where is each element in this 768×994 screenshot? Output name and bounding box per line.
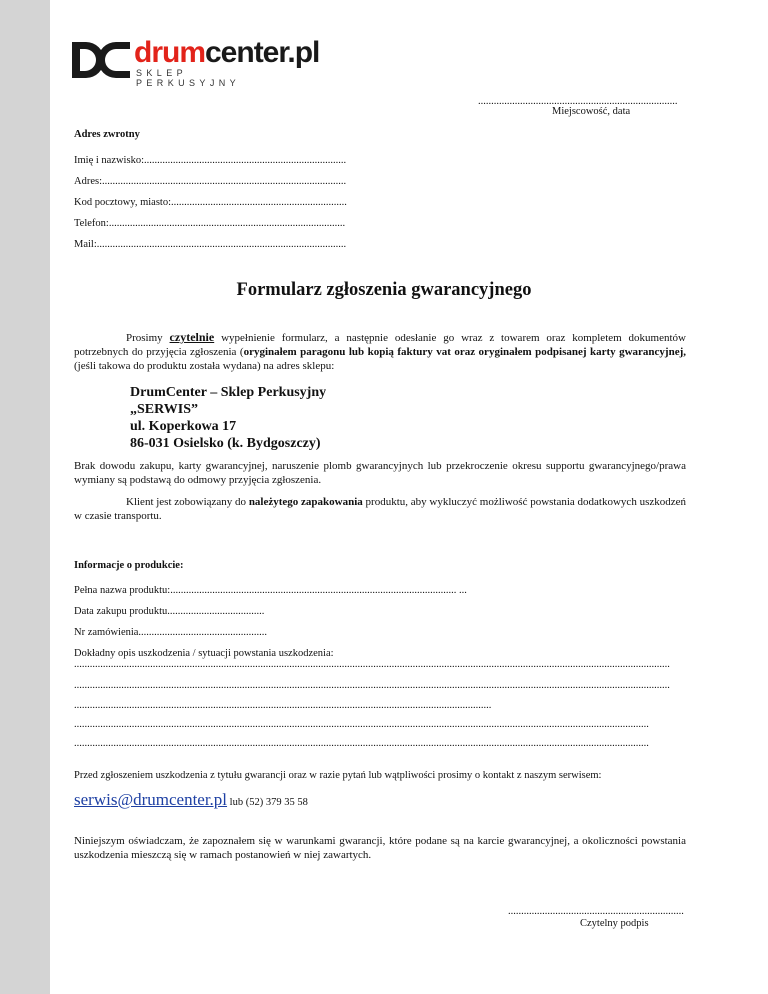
product-name-field[interactable]: Pełna nazwa produktu:............................................................................................................. ... [74, 585, 467, 596]
product-info-heading: Informacje o produkcie: [74, 560, 184, 571]
shop-address-line: ul. Koperkowa 17 [130, 419, 237, 434]
damage-description-label: Dokładny opis uszkodzenia / sytuacji powstania uszkodzenia: [74, 648, 334, 659]
logo-tagline: SKLEP PERKUSYJNY [136, 68, 241, 88]
emphasis-legibly: czytelnie [169, 330, 215, 344]
proof-of-purchase-note: Brak dowodu zakupu, karty gwarancyjnej, naruszenie plomb gwarancyjnych lub przekroczenie okresu supportu gwarancyjnego/prawa wymiany są podstawą do odmowy przyjęcia zgłoszenia. [74, 460, 686, 486]
mail-field[interactable]: Mail:............................................................................................... [74, 239, 347, 250]
contact-text: Przed zgłoszeniem uszkodzenia z tytułu gwarancji oraz w razie pytań lub wątpliwości prosimy o kontakt z naszym serwisem: [74, 770, 602, 781]
logo-wordmark: drumcenter.pl [134, 36, 320, 69]
place-date-label: Miejscowość, data [552, 106, 631, 117]
damage-description-line[interactable]: ................................................................................................................................................................................................................................... [74, 680, 670, 691]
damage-description-line[interactable]: ................................................................................................................................................................................................................................... [74, 659, 670, 670]
shop-address-line: 86-031 Osielsko (k. Bydgoszczy) [130, 436, 321, 451]
dc-logo-mark [72, 42, 130, 78]
postal-city-field[interactable]: Kod pocztowy, miasto:................................................................... [74, 197, 347, 208]
shop-address [130, 384, 326, 452]
service-phone: lub (52) 379 35 58 [227, 797, 308, 808]
contact-line [74, 790, 308, 810]
declaration-text: Niniejszym oświadczam, że zapoznałem się w warunkami gwarancji, które podane są na karcie gwarancyjnej, a okoliczności powstania uszkodzenia mieszczą się w ramach postanowień w niej zawartych. [74, 835, 686, 861]
purchase-date-field[interactable]: Data zakupu produktu..................................... [74, 606, 265, 617]
shop-address-line: „SERWIS” [130, 402, 198, 417]
phone-field[interactable]: Telefon:.......................................................................................... [74, 218, 346, 229]
order-number-field[interactable]: Nr zamówienia................................................. [74, 627, 268, 638]
service-email-link[interactable]: serwis@drumcenter.pl [74, 790, 228, 809]
signature-dots[interactable]: ................................................................... [508, 906, 684, 917]
form-title: Formularz zgłoszenia gwarancyjnego [236, 280, 532, 300]
intro-paragraph: Prosimy czytelnie wypełnienie formularz, a następnie odesłanie go wraz z towarem oraz kompletem dokumentów potrzebnych do przyjęcia zgłoszenia (oryginałem paragonu lub kopią faktury vat oraz oryginałem podpisanej karty gwarancyjnej, (jeśli takowa do produktu została wydana) na adres sklepu: [74, 330, 686, 372]
shop-address-line: DrumCenter – Sklep Perkusyjny [130, 385, 327, 400]
damage-description-line[interactable]: ........................................................................................................................................................................................................................... [74, 719, 649, 730]
damage-description-line[interactable]: ............................................................................................................................................................... [74, 700, 492, 711]
damage-description-line[interactable]: ........................................................................................................................................................................................................................... [74, 738, 649, 749]
packing-note: Klient jest zobowiązany do należytego zapakowania produktu, aby wykluczyć możliwość powstania dodatkowych uszkodzeń w czasie transportu. [74, 496, 686, 522]
signature-label: Czytelny podpis [580, 918, 649, 929]
address-field[interactable]: Adres:............................................................................................. [74, 176, 347, 187]
name-field[interactable]: Imię i nazwisko:............................................................................. [74, 155, 347, 166]
return-address-heading: Adres zwrotny [74, 129, 140, 140]
place-date-dots: ............................................................................ [478, 96, 678, 107]
left-margin-strip [0, 0, 50, 994]
